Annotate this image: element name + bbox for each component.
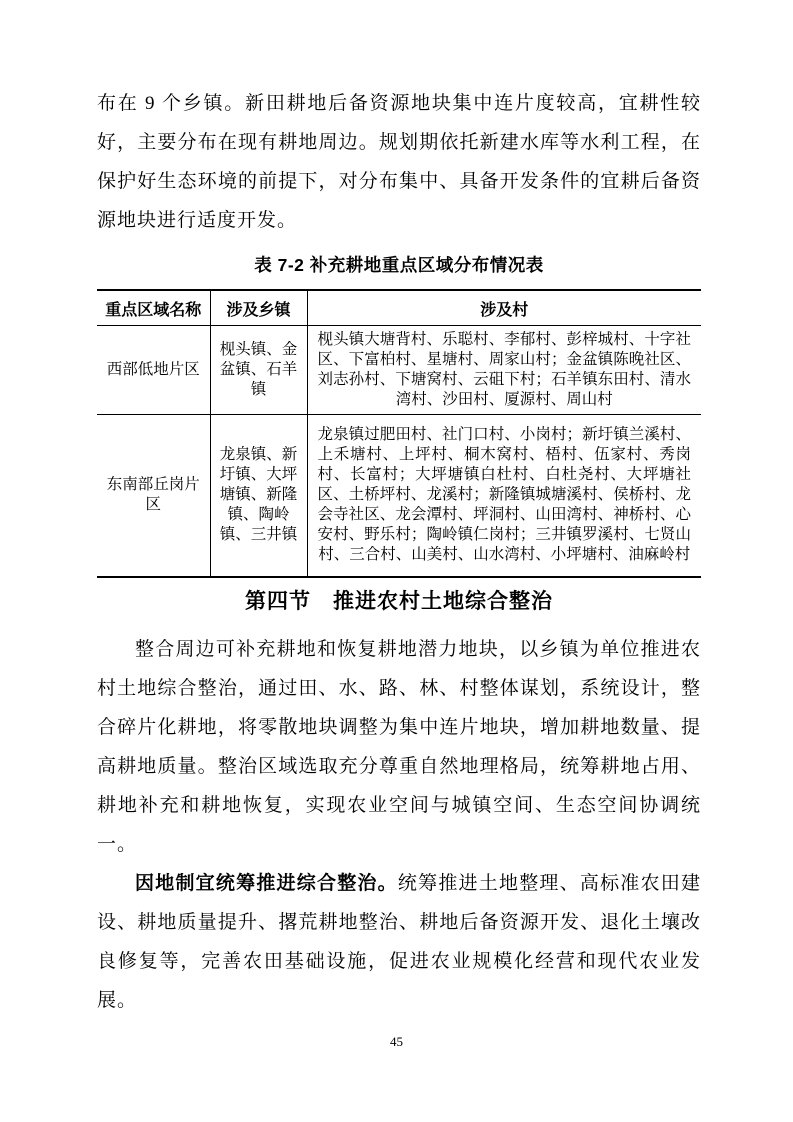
page-number: 45 [390,1034,403,1049]
paragraph-bold-lead: 因地制宜统筹推进综合整治。 [135,872,398,894]
cell-towns: 龙泉镇、新圩镇、大坪塘镇、新隆镇、陶岭镇、三井镇 [210,415,307,577]
section-paragraph-1: 整合周边可补充耕地和恢复耕地潜力地块，以乡镇为单位推进农村土地综合整治，通过田、水、路、林、村整体谋划，系统设计，整合碎片化耕地，将零散地块调整为集中连片地块，增加耕地数量、提高耕地质量。整治区域选取充分尊重自然地理格局，统筹耕地占用、耕地补充和耕地恢复，实现农业空间与城镇空间、生态空间协调统一。 [97,638,701,855]
cell-region: 东南部丘岗片区 [106,476,200,514]
paragraph-top: 布在 9 个乡镇。新田耕地后备资源地块集中连片度较高，宜耕性较好，主要分布在现有耕地周边。规划期依托新建水库等水利工程，在保护好生态环境的前提下，对分布集中、具备开发条件的宜耕后备资源地块进行适度开发。 [97,93,701,231]
table-row [97,326,701,415]
column-header-region: 重点区域名称 [97,290,210,326]
cell-towns: 枧头镇、金盆镇、石羊镇 [210,326,307,415]
page-content [97,0,701,1020]
table-row [97,415,701,577]
cell-villages: 枧头镇大塘背村、乐聪村、李郁村、彭梓城村、十字社区、下富柏村、星塘村、周家山村；金盆镇陈晚社区、刘志孙村、下塘窝村、云砠下村；石羊镇东田村、清水湾村、沙田村、厦源村、周山村 [307,326,701,415]
section-heading: 第四节 推进农村土地综合整治 [245,589,553,613]
cell-villages: 龙泉镇过肥田村、社门口村、小岗村；新圩镇兰溪村、上禾塘村、上坪村、桐木窝村、梧村、伍家村、秀岗村、长富村；大坪塘镇白杜村、白杜尧村、大坪塘社区、土桥坪村、龙溪村；新隆镇城塘溪村、侯桥村、龙会寺社区、龙会潭村、坪洞村、山田湾村、神桥村、心安村、野乐村；陶岭镇仁岗村；三井镇罗溪村、七贤山村、三合村、山美村、山水湾村、小坪塘村、油麻岭村 [307,415,701,577]
cell-region: 西部低地片区 [97,326,210,415]
section-paragraph-2 [97,864,701,1020]
paragraph-body-text: 统筹推进土地整理、高标准农田建设、耕地质量提升、撂荒耕地整治、耕地后备资源开发、退化土壤改良修复等，完善农田基础设施，促进农业规模化经营和现代农业发展。 [97,872,701,1011]
table-title: 表 7-2 补充耕地重点区域分布情况表 [254,255,544,275]
table-header-row [97,290,701,326]
column-header-towns: 涉及乡镇 [210,290,307,326]
supplementary-farmland-table [97,289,701,578]
column-header-villages: 涉及村 [307,290,701,326]
